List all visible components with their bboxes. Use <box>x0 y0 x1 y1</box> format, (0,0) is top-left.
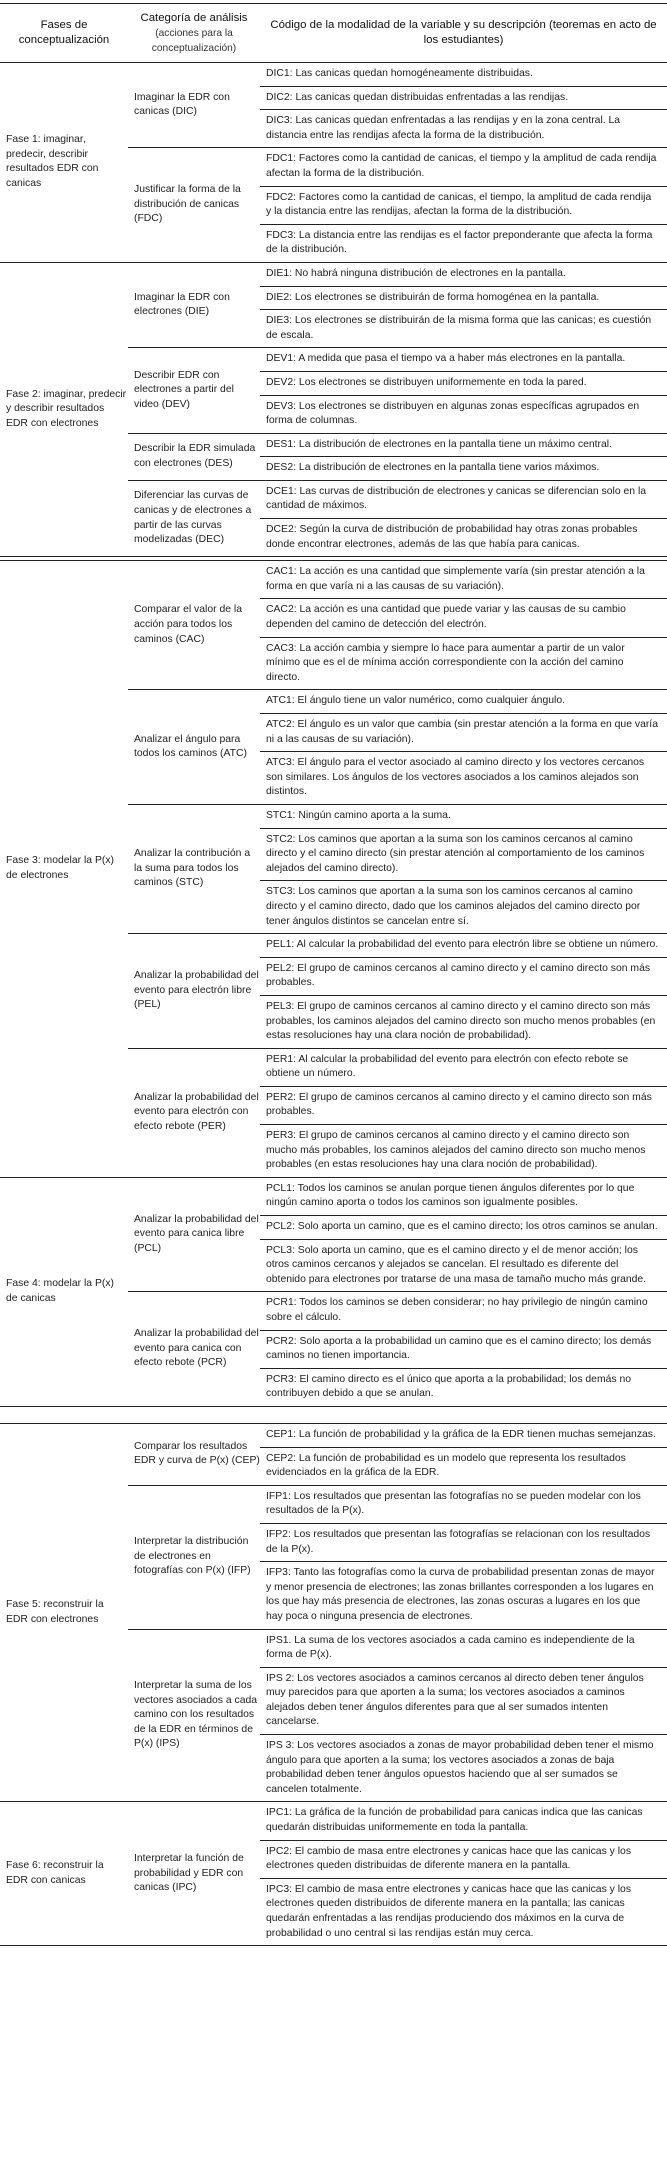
code-description: DES1: La distribución de electrones en la pantalla tiene un máximo central. <box>266 438 612 450</box>
code-description: DES2: La distribución de electrones en la pantalla tiene varios máximos. <box>260 456 667 480</box>
category-row <box>128 433 667 480</box>
code-description: IFP3: Tanto las fotografías como la curva de probabilidad presentan zonas de mayor y menor presencia de electrones; las zonas brillantes corresponden a los lugares en los que hay más presencia de electrones, las zonas oscuras a lugares en los que hay poca o ninguna presencia de electrones. <box>260 1561 667 1628</box>
phase-row <box>0 560 667 1178</box>
code-description: DIC3: Las canicas quedan enfrentadas a las rendijas y en la zona central. La distancia entre las rendijas afecta la forma de la distribución. <box>260 109 667 147</box>
code-description: FDC1: Factores como la cantidad de canicas, el tiempo y la amplitud de cada rendija afectan la forma de la distribución. <box>266 153 657 179</box>
code-description: IFP1: Los resultados que presentan las fotografías no se pueden modelar con los resultados de la P(x). <box>266 1490 641 1517</box>
code-description: PCL2: Solo aporta un camino, que es el camino directo; los otros caminos se anulan. <box>260 1215 667 1239</box>
code-description: PER1: Al calcular la probabilidad del evento para electrón con efecto rebote se obtiene un número. <box>266 1053 629 1080</box>
phase-row <box>0 1423 667 1802</box>
code-list <box>260 434 667 480</box>
code-description: IPS 2: Los vectores asociados a caminos cercanos al directo deben tener ángulos muy parecidos para que aporten a la suma; los vectores asociados a caminos alejados deben tener ángulos diferentes para que al ser sumados intenten cancelarse. <box>260 1667 667 1734</box>
code-description: PER2: El grupo de caminos cercanos al camino directo y el camino directo son más probables. <box>260 1086 667 1124</box>
code-description: CAC3: La acción cambia y siempre lo hace para aumentar a partir de un valor mínimo que es el de mínima acción correspondiente con la acción del camino directo. <box>260 637 667 690</box>
code-description: IFP2: Los resultados que presentan las fotografías se relacionan con los resultados de la P(x). <box>260 1523 667 1561</box>
code-description: PEL3: El grupo de caminos cercanos al camino directo y el camino directo son más probables, los caminos alejados del camino directo son mucho menos probables (en estas resoluciones hay una clara noción de probabilidad). <box>260 995 667 1048</box>
category-row <box>128 263 667 347</box>
category-label: Analizar la contribución a la suma para todos los caminos (STC) <box>134 848 251 889</box>
category-label: Imaginar la EDR con electrones (DIE) <box>134 291 230 318</box>
code-description: IPC2: El cambio de masa entre electrones y canicas hace que las canicas y los electrones queden distribuidas de diferente manera en la pantalla. <box>260 1840 667 1878</box>
code-list <box>260 348 667 432</box>
category-row <box>128 1629 667 1802</box>
code-list <box>260 1630 667 1802</box>
category-row <box>128 689 667 804</box>
code-list <box>260 1424 667 1485</box>
phase-label: Fase 2: imaginar, predecir y describir resultados EDR con electrones <box>6 388 127 429</box>
category-group <box>128 1802 667 1945</box>
code-description: IPS 3: Los vectores asociados a zonas de mayor probabilidad deben tener el mismo ángulo para que aporten a la suma; los vectores asociados a zonas de baja probabilidad deben tener ángulos opuestos haciendo que al ser sumados se cancelen totalmente. <box>260 1734 667 1801</box>
code-description: PEL1: Al calcular la probabilidad del evento para electrón libre se obtiene un número. <box>266 939 659 951</box>
phase-row <box>0 63 667 263</box>
code-description: DIE3: Los electrones se distribuirán de la misma forma que las canicas; es cuestión de escala. <box>260 309 667 347</box>
code-description: DIC2: Las canicas quedan distribuidas enfrentadas a las rendijas. <box>260 86 667 110</box>
code-list <box>260 1292 667 1406</box>
category-row <box>128 1178 667 1292</box>
category-row <box>128 933 667 1048</box>
category-row <box>128 347 667 432</box>
code-list <box>260 481 667 556</box>
code-list <box>260 263 667 347</box>
code-description: DEV3: Los electrones se distribuyen en algunas zonas específicas agrupados en forma de columnas. <box>260 395 667 433</box>
code-list <box>260 63 667 147</box>
table-body <box>0 63 667 1946</box>
category-row <box>128 1424 667 1485</box>
code-description: ATC2: El ángulo es un valor que cambia (sin prestar atención a la forma en que varía ni a las causas de su variación). <box>260 713 667 751</box>
code-description: CEP1: La función de probabilidad y la gráfica de la EDR tienen muchas semejanzas. <box>266 1428 656 1440</box>
code-description: DIE2: Los electrones se distribuirán de forma homogénea en la pantalla. <box>260 286 667 310</box>
category-group <box>128 263 667 556</box>
code-description: DIC1: Las canicas quedan homogéneamente distribuidas. <box>266 68 533 79</box>
category-label: Analizar el ángulo para todos los caminos (ATC) <box>134 733 247 760</box>
phase-row <box>0 263 667 557</box>
code-list <box>260 1178 667 1292</box>
category-group <box>128 1424 667 1801</box>
category-label: Analizar la probabilidad del evento para canica con efecto rebote (PCR) <box>134 1328 259 1369</box>
code-description: STC3: Los caminos que aportan a la suma son los caminos cercanos al camino directo y el camino directo, dado que los caminos alejados del camino directo por tener ángulos distintos se cancelan entre sí. <box>260 880 667 933</box>
phase-label: Fase 5: reconstruir la EDR con electrones <box>6 1599 104 1625</box>
category-row <box>128 1048 667 1177</box>
code-description: FDC2: Factores como la cantidad de canicas, el tiempo, la amplitud de cada rendija y la distancia entre las rendijas, afectan la forma de la distribución. <box>260 186 667 224</box>
code-description: PCL3: Solo aporta un camino, que es el camino directo y el de menor acción; los otros caminos cercanos y alejados se cancelan. El resultado es diferente del obtenido para electrones por tratarse de una masa de tamaño mucho más grande. <box>260 1239 667 1292</box>
category-label: Analizar la probabilidad del evento para electrón libre (PEL) <box>134 970 259 1011</box>
code-description: PEL2: El grupo de caminos cercanos al camino directo y el camino directo son más probables. <box>260 957 667 995</box>
code-description: PCL1: Todos los caminos se anulan porque tienen ángulos diferentes por lo que ningún camino aporta o todos los caminos son igualmente posibles. <box>266 1182 635 1209</box>
code-list <box>260 1486 667 1629</box>
category-label: Describir EDR con electrones a partir del video (DEV) <box>134 369 234 410</box>
code-description: DIE1: No habrá ninguna distribución de electrones en la pantalla. <box>266 267 566 279</box>
code-description: DEV1: A medida que pasa el tiempo va a haber más electrones en la pantalla. <box>266 353 626 365</box>
code-list <box>260 690 667 804</box>
category-row <box>128 1802 667 1945</box>
category-label: Interpretar la distribución de electrones en fotografías con P(x) (IFP) <box>134 1536 251 1577</box>
code-description: PCR2: Solo aporta a la probabilidad un camino que es el camino directo; los demás caminos no tienen importancia. <box>260 1330 667 1368</box>
phase-label: Fase 1: imaginar, predecir, describir resultados EDR con canicas <box>6 134 99 190</box>
category-row <box>128 63 667 147</box>
category-label: Interpretar la suma de los vectores asociados a cada camino con los resultados de la EDR en términos de P(x) (IPS) <box>134 1679 258 1750</box>
category-row <box>128 1485 667 1629</box>
category-label: Imaginar la EDR con canicas (DIC) <box>134 91 230 118</box>
code-description: DEV2: Los electrones se distribuyen uniformemente en toda la pared. <box>260 371 667 395</box>
code-list <box>260 1049 667 1177</box>
category-row <box>128 147 667 262</box>
code-description: IPC1: La gráfica de la función de probabilidad para canicas indica que las canicas quedarán distribuidas uniformemente en toda la pantalla. <box>266 1807 643 1834</box>
category-label: Comparar los resultados EDR y curva de P(x) (CEP) <box>134 1440 260 1467</box>
code-list <box>260 148 667 262</box>
category-group <box>128 561 667 1177</box>
code-description: ATC3: El ángulo para el vector asociado al camino directo y los vectores cercanos son similares. Los ángulos de los vectores asociados a los caminos alejados son distintos. <box>260 751 667 804</box>
table-header <box>0 4 667 63</box>
category-group <box>128 63 667 262</box>
phase-label: Fase 3: modelar la P(x) de electrones <box>6 855 114 882</box>
category-row <box>128 561 667 689</box>
category-label: Comparar el valor de la acción para todos los caminos (CAC) <box>134 604 242 645</box>
header-category <box>128 11 260 56</box>
category-row <box>128 804 667 933</box>
phase-row <box>0 1802 667 1946</box>
code-description: PCR1: Todos los caminos se deben considerar; no hay privilegio de ningún camino sobre el cálculo. <box>266 1297 648 1323</box>
category-label: Analizar la probabilidad del evento para canica libre (PCL) <box>134 1213 259 1254</box>
code-description: PER3: El grupo de caminos cercanos al camino directo y el camino directo son mucho más probables, los caminos alejados del camino directo son mucho menos probables (en estas resoluciones hay una clara noción de probabilidad). <box>260 1124 667 1177</box>
phase-label: Fase 4: modelar la P(x) de canicas <box>6 1278 114 1304</box>
category-row <box>128 480 667 556</box>
code-description: IPS1. La suma de los vectores asociados a cada camino es independiente de la forma de P(x). <box>266 1634 635 1661</box>
code-list <box>260 934 667 1048</box>
category-label: Diferenciar las curvas de canicas y de electrones a partir de las curvas modelizadas (DEC) <box>134 490 252 546</box>
phase-label: Fase 6: reconstruir la EDR con canicas <box>6 1860 104 1886</box>
header-phase: Fases de conceptualización <box>18 19 110 46</box>
phase-row <box>0 1178 667 1407</box>
code-list <box>260 805 667 933</box>
code-description: IPC3: El cambio de masa entre electrones y canicas hace que las canicas y los electrones queden distribuidos de diferente manera en la pantalla; las canicas quedarán enfrentadas a las rendijas produciendo dos máximos en la curva de probabilidad o uno central si las rendijas están muy cerca. <box>260 1878 667 1945</box>
code-description: STC2: Los caminos que aportan a la suma son los caminos cercanos al camino directo y el camino directo (sin prestar atención al comportamiento de los caminos alejados del camino directo). <box>260 828 667 881</box>
category-row <box>128 1291 667 1406</box>
code-description: CAC2: La acción es una cantidad que puede variar y las causas de su cambio dependen del camino de detección del electrón. <box>260 598 667 636</box>
category-group <box>128 1178 667 1406</box>
code-description: CAC1: La acción es una cantidad que simplemente varía (sin prestar atención a la forma en que varía ni a las causas de su variación). <box>266 566 645 592</box>
header-category-title: Categoría de análisis <box>140 11 248 24</box>
code-description: FDC3: La distancia entre las rendijas es el factor preponderante que afecta la forma de la distribución. <box>260 224 667 262</box>
category-label: Interpretar la función de probabilidad y EDR con canicas (IPC) <box>134 1852 244 1894</box>
code-description: STC1: Ningún camino aporta a la suma. <box>266 809 451 821</box>
conceptualization-table <box>0 3 667 1946</box>
code-description: DCE1: Las curvas de distribución de electrones y canicas se diferencian solo en la cantidad de máximos. <box>266 485 647 512</box>
code-list <box>260 561 667 689</box>
header-code: Código de la modalidad de la variable y su descripción (teoremas en acto de los estudiantes) <box>270 19 657 46</box>
category-label: Describir la EDR simulada con electrones (DES) <box>134 443 256 469</box>
code-description: ATC1: El ángulo tiene un valor numérico, como cualquier ángulo. <box>266 695 565 707</box>
code-description: PCR3: El camino directo es el único que aporta a la probabilidad; los demás no contribuyen debido a que se anulan. <box>260 1368 667 1406</box>
header-category-note: (acciones para la conceptualización) <box>151 27 237 54</box>
code-description: DCE2: Según la curva de distribución de probabilidad hay otras zonas probables donde encontrar electrones, además de las que había para canicas. <box>260 518 667 556</box>
code-description: CEP2: La función de probabilidad es un modelo que representa los resultados evidenciados en la gráfica de la EDR. <box>260 1447 667 1485</box>
category-label: Analizar la probabilidad del evento para electrón con efecto rebote (PER) <box>134 1091 259 1133</box>
code-list <box>260 1802 667 1945</box>
category-label: Justificar la forma de la distribución de canicas (FDC) <box>134 184 241 225</box>
